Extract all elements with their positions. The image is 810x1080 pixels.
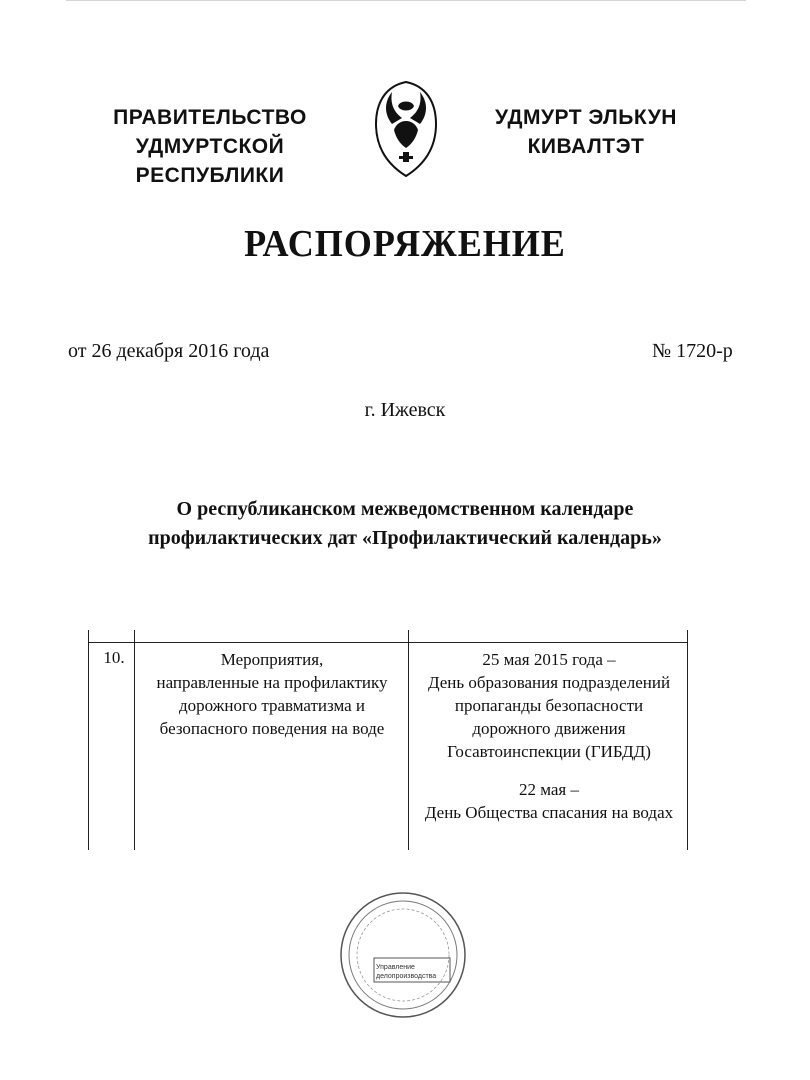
document-title: РАСПОРЯЖЕНИЕ: [244, 223, 566, 265]
official-stamp: [338, 890, 468, 1020]
document-city: г. Ижевск: [364, 399, 446, 421]
activity-line: дорожного травматизма и: [178, 696, 366, 715]
activity-line: Мероприятия,: [220, 650, 324, 669]
date-line: 25 мая 2015 года –: [482, 650, 616, 669]
activity-cell: [136, 648, 408, 740]
date-line: День Общества спасания на водах: [424, 803, 674, 822]
activity-line: направленные на профилактику: [156, 673, 388, 692]
dates-cell: [410, 648, 688, 824]
table-border-left: [88, 630, 89, 850]
org-left-line2: УДМУРТСКОЙ РЕСПУБЛИКИ: [135, 135, 285, 187]
org-left-line1: ПРАВИТЕЛЬСТВО: [113, 106, 307, 129]
document-date: от 26 декабря 2016 года: [68, 340, 270, 362]
table-row-top: [88, 642, 688, 643]
row-number: 10.: [103, 648, 125, 667]
table-divider-1: [134, 630, 135, 850]
org-right-line2: КИВАЛТЭТ: [527, 135, 645, 158]
date-line: 22 мая –: [518, 780, 579, 799]
top-rule: [66, 0, 746, 1]
activity-line: безопасного поведения на воде: [159, 719, 385, 738]
org-name-udmurt: [486, 103, 686, 161]
document-subject: [0, 495, 810, 553]
subject-line1: О республиканском межведомственном календаре: [176, 498, 634, 520]
excerpt-table: [88, 630, 688, 850]
document-number: № 1720-р: [652, 340, 733, 362]
org-name-russian: [62, 103, 358, 190]
date-line: пропаганды безопасности: [454, 696, 644, 715]
stamp-text: [376, 963, 449, 981]
date-line: дорожного движения: [472, 719, 626, 738]
stamp-line1: Управление: [376, 964, 415, 971]
subject-line2: профилактических дат «Профилактический календарь»: [148, 527, 662, 549]
org-right-line1: УДМУРТ ЭЛЬКУН: [495, 106, 677, 129]
stamp-line2: делопроизводства: [376, 973, 437, 980]
table-divider-2: [408, 630, 409, 850]
date-line: Госавтоинспекции (ГИБДД): [447, 742, 651, 761]
coat-of-arms-icon: [372, 78, 440, 180]
date-line: День образования подразделений: [427, 673, 671, 692]
